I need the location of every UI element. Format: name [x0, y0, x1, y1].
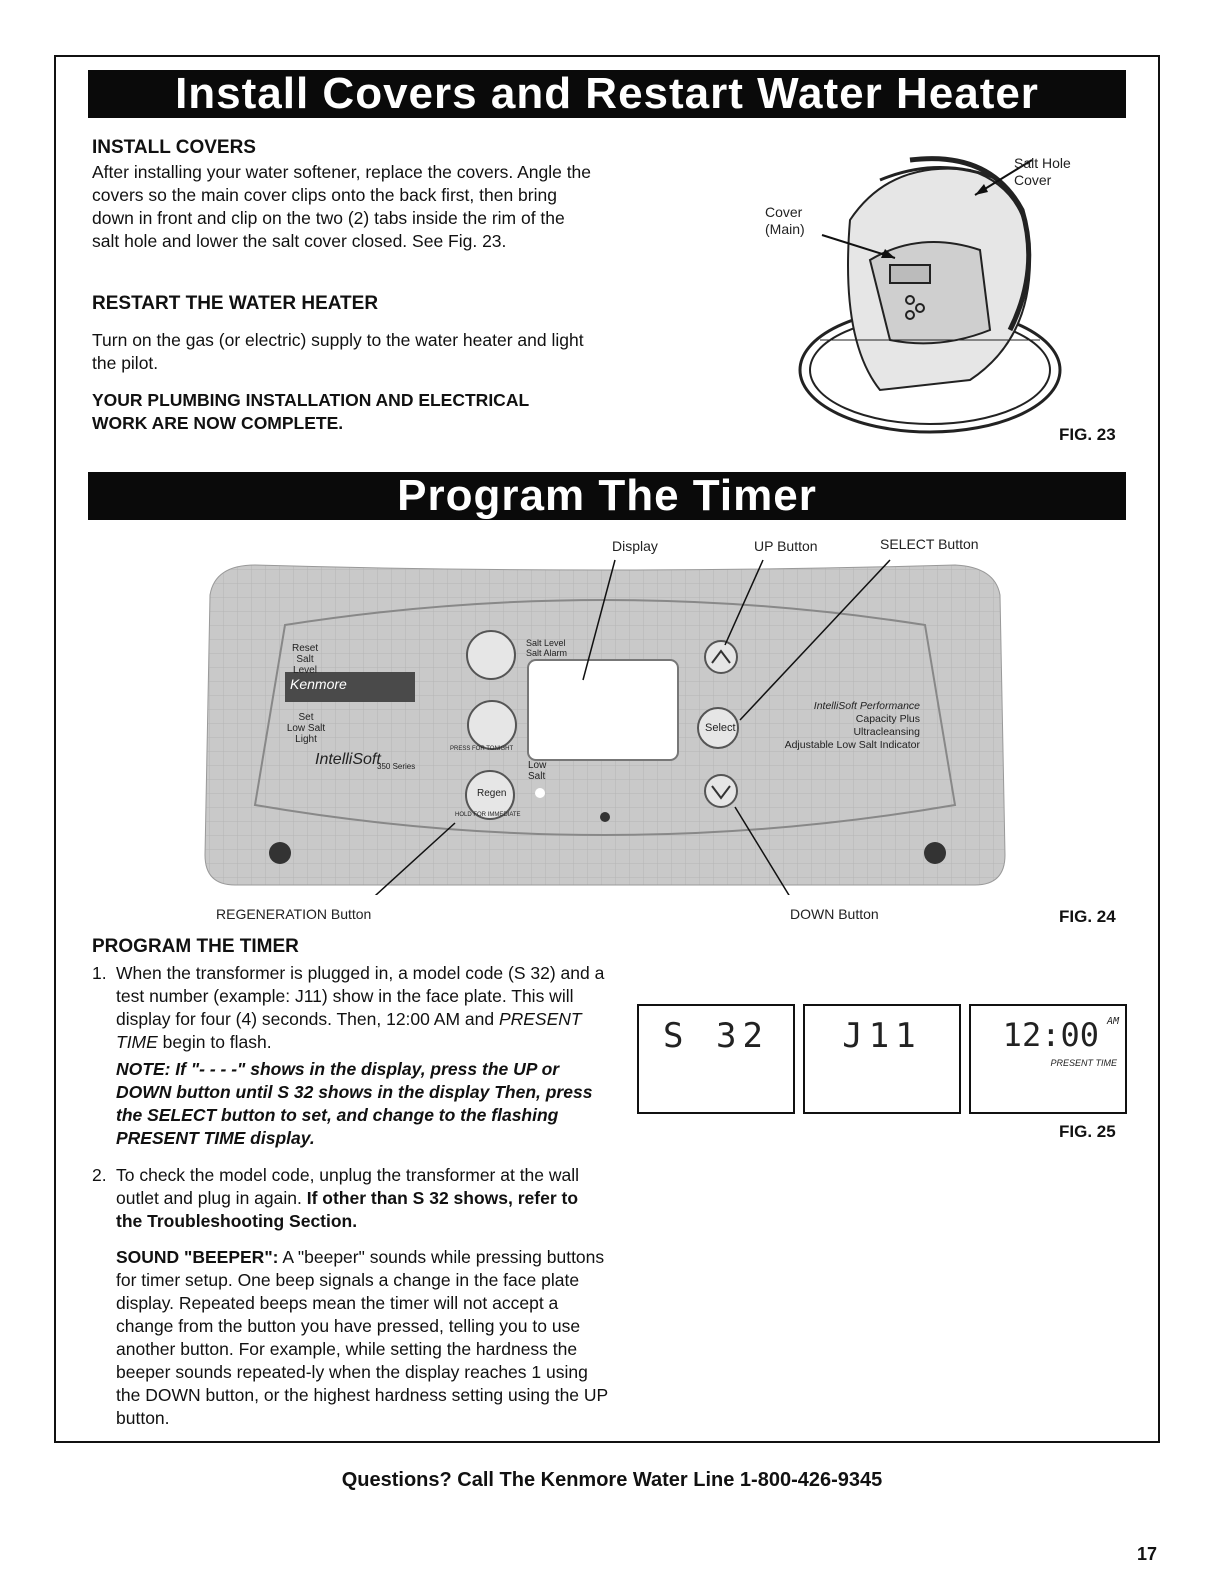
step1-end: begin to flash.	[157, 1032, 272, 1052]
reset-salt-level-button[interactable]	[467, 631, 515, 679]
salt-alarm-text: Salt Alarm	[526, 648, 568, 658]
step2-number: 2.	[92, 1165, 107, 1185]
test-number-text: J11	[842, 1016, 922, 1056]
display-model-code	[637, 1004, 795, 1114]
step2-text	[116, 1164, 608, 1233]
sound-beeper-label: SOUND "BEEPER":	[116, 1247, 279, 1267]
section-banner-program: Program The Timer	[88, 472, 1126, 520]
cover-main-label-2: (Main)	[765, 221, 805, 237]
screw-left	[269, 842, 291, 864]
btn-reset-line2: Salt	[296, 654, 314, 665]
step1-text	[116, 962, 606, 1054]
feature-4: Adjustable Low Salt Indicator	[784, 739, 920, 751]
set-low-salt-light-button[interactable]	[468, 701, 516, 749]
fig23-label: FIG. 23	[1059, 425, 1116, 444]
display-callout: Display	[612, 538, 658, 554]
press-for-tonight-text: PRESS FOR TONIGHT	[450, 746, 514, 752]
sound-beeper-paragraph	[116, 1246, 608, 1430]
btn-set-text	[286, 712, 326, 745]
section-banner-install: Install Covers and Restart Water Heater	[88, 70, 1126, 118]
kenmore-text: Kenmore	[290, 676, 347, 692]
up-button[interactable]	[705, 641, 737, 673]
btn-set-line1: Set	[298, 712, 314, 723]
select-button-callout: SELECT Button	[880, 536, 979, 552]
series-text: 350 Series	[377, 762, 416, 771]
low-salt-text	[528, 760, 546, 782]
salt-level-text: Salt Level	[526, 638, 566, 648]
btn-select-text: Select	[705, 722, 736, 734]
complete-line-1: YOUR PLUMBING INSTALLATION AND ELECTRICAL	[92, 390, 530, 410]
intellisoft-text: IntelliSoft	[315, 751, 381, 768]
lcd-display	[528, 660, 678, 760]
present-time-caption: PRESENT TIME	[1050, 1058, 1117, 1068]
feature-3: Ultracleansing	[853, 726, 920, 738]
step2-main: To check the model code, unplug the transformer at the wall outlet and plug in again.	[116, 1165, 580, 1208]
up-button-callout: UP Button	[754, 538, 818, 554]
btn-set-line3: Light	[295, 734, 317, 745]
page-number: 17	[1137, 1544, 1158, 1564]
complete-line-2: WORK ARE NOW COMPLETE.	[92, 413, 344, 433]
display-present-time	[969, 1004, 1127, 1114]
install-covers-heading: INSTALL COVERS	[92, 137, 256, 158]
regen-button-callout: REGENERATION Button	[216, 906, 372, 922]
hold-for-immediate-text: HOLD FOR IMMEDIATE	[455, 812, 521, 818]
step1-italic: PRESENT TIME	[116, 1009, 582, 1052]
feature-1: IntelliSoft Performance	[813, 700, 920, 712]
fig25-label: FIG. 25	[1059, 1122, 1116, 1141]
fig24-label: FIG. 24	[1059, 907, 1116, 926]
program-timer-heading: PROGRAM THE TIMER	[92, 936, 299, 957]
salt-hole-label-1: Salt Hole	[1014, 155, 1071, 171]
btn-reset-line1: Reset	[292, 643, 319, 654]
low-salt-line2: Salt	[528, 771, 546, 782]
down-button-callout: DOWN Button	[790, 906, 879, 922]
restart-body: Turn on the gas (or electric) supply to the water heater and light the pilot.	[92, 330, 584, 373]
features-list	[752, 700, 920, 752]
step2-bold: If other than S 32 shows, refer to the Troubleshooting Section.	[116, 1188, 579, 1231]
down-button[interactable]	[705, 775, 737, 807]
btn-regen-text: Regen	[477, 788, 507, 799]
display-test-number	[803, 1004, 961, 1114]
model-code-text: S 32	[663, 1016, 769, 1056]
step1-number: 1.	[92, 963, 107, 983]
low-salt-line1: Low	[528, 760, 547, 771]
screw-right	[924, 842, 946, 864]
feature-2: Capacity Plus	[855, 713, 920, 725]
btn-reset-text	[292, 643, 318, 676]
cover-main-label-1: Cover	[765, 204, 803, 220]
btn-reset-line3: Level	[293, 665, 317, 676]
salt-hole-label-2: Cover	[1014, 172, 1052, 188]
install-covers-body: After installing your water softener, replace the covers. Angle the covers so the main cover clips onto the back first, then bring down in front and clip on the two (2) tabs inside the rim of the salt hole and lower the salt cover closed. See Fig. 23.	[92, 162, 592, 251]
present-time-text: 12:00	[1002, 1016, 1099, 1054]
btn-set-line2: Low Salt	[286, 723, 326, 734]
step1-note: NOTE: If "- - - -" shows in the display, press the UP or DOWN button until S 32 shows in the display Then, press the SELECT button to set, and change to the flashing PRESENT TIME display.	[116, 1059, 593, 1148]
step1-main: When the transformer is plugged in, a model code (S 32) and a test number (example: J11) show in the face plate. This will display for four (4) seconds. Then, 12:00 AM and	[116, 963, 605, 1029]
am-indicator: AM	[1106, 1016, 1119, 1027]
footer-phone-line: Questions? Call The Kenmore Water Line 1-800-426-9345	[341, 1469, 883, 1491]
sound-beeper-body: A "beeper" sounds while pressing buttons for timer setup. One beep signals a change in the face plate display. Repeated beeps mean the timer will not accept a change from the button you have pressed, telling you to use another button. For example, while setting the hardness the beeper sounds repeated-ly when the display reaches 1 using the DOWN button, or the highest hardness setting using the UP button.	[116, 1247, 608, 1428]
restart-heading: RESTART THE WATER HEATER	[92, 293, 379, 314]
